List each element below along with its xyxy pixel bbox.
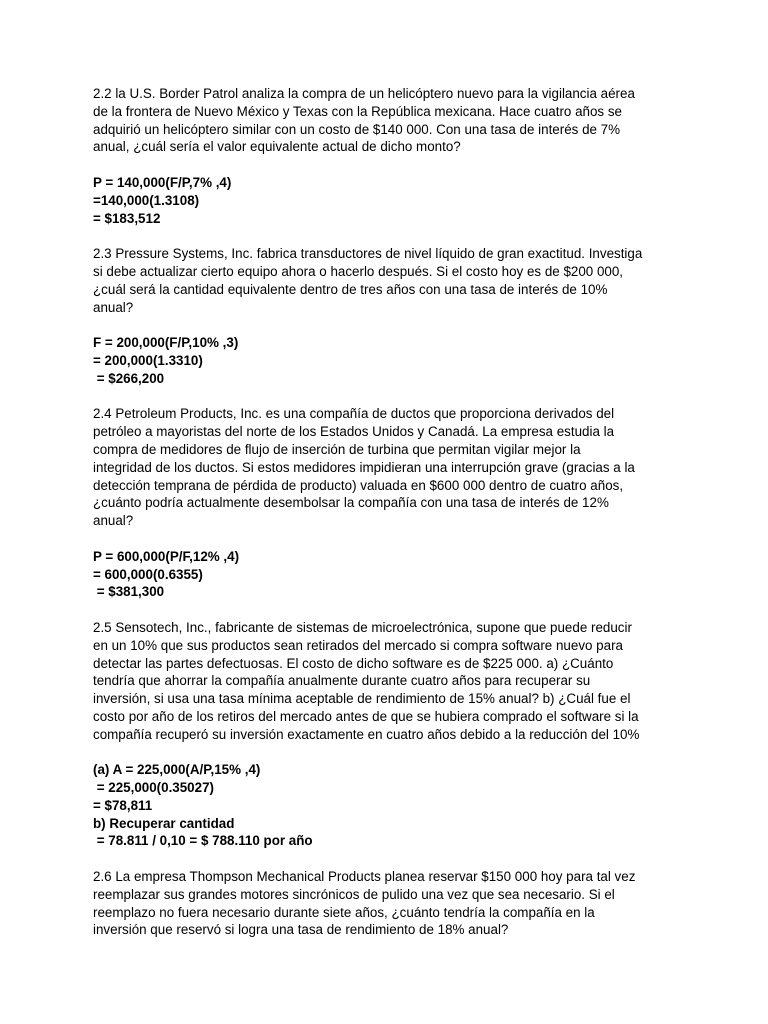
text-line: petróleo a mayoristas del norte de los Estados Unidos y Canadá. La empresa estudia la: [93, 424, 615, 440]
text-line: compañía recuperó su inversión exactamente en cuatro años debido a la reducción del 10%: [93, 726, 640, 742]
text-line: si debe actualizar cierto equipo ahora o hacerlo después. Si el costo hoy es de $200 000,: [93, 263, 624, 279]
text-line: en un 10% que sus productos sean retirados del mercado si compra software nuevo para: [93, 637, 623, 653]
problem-2-2-statement: [93, 85, 693, 156]
solution-line: = 225,000(0.35027): [93, 780, 214, 796]
text-line: tendría que ahorrar la compañía anualmente durante cuatro años para recuperar su: [93, 673, 591, 689]
problem-2-6-statement: [93, 868, 693, 939]
solution-line: P = 600,000(P/F,12% ,4): [93, 548, 240, 564]
text-line: detectar las partes defectuosas. El costo de dicho software es de $225 000. a) ¿Cuánto: [93, 655, 614, 671]
text-line: adquirió un helicóptero similar con un costo de $140 000. Con una tasa de interés de 7%: [93, 121, 621, 137]
solution-line: = 200,000(1.3310): [93, 352, 203, 368]
text-line: reemplazo no fuera necesario durante siete años, ¿cuánto tendría la compañía en la: [93, 904, 595, 920]
text-line: 2.2 la U.S. Border Patrol analiza la compra de un helicóptero nuevo para la vigilancia aérea: [93, 86, 635, 101]
text-line: inversión, si usa una tasa mínima aceptable de rendimiento de 15% anual? b) ¿Cuál fue el: [93, 691, 631, 707]
text-line: reemplazar sus grandes motores sincrónicos de pulido una vez que sea necesario. Si el: [93, 886, 615, 902]
solution-line: P = 140,000(F/P,7% ,4): [93, 174, 232, 190]
solution-line: = $266,200: [93, 370, 165, 386]
text-line: ¿cuál será la cantidad equivalente dentro de tres años con una tasa de interés de 10%: [93, 281, 608, 297]
text-line: compra de medidores de flujo de inserción de turbina que permitan vigilar mejor la: [93, 441, 581, 457]
text-line: costo por año de los retiros del mercado antes de que se hubiera comprado el software si la: [93, 708, 639, 724]
text-line: 2.4 Petroleum Products, Inc. es una compañía de ductos que proporciona derivados del: [93, 406, 615, 422]
problem-2-3-statement: [93, 245, 693, 316]
solution-line: = 600,000(0.6355): [93, 566, 203, 582]
text-line: ¿cuánto podría actualmente desembolsar la compañía con una tasa de interés de 12%: [93, 495, 609, 511]
text-line: detección temprana de pérdida de producto) valuada en $600 000 dentro de cuatro años,: [93, 477, 624, 493]
solution-line: = 78.811 / 0,10 = $ 788.110 por año: [93, 833, 313, 849]
text-line: integridad de los ductos. Si estos medidores impidieran una interrupción grave (gracias a la: [93, 459, 635, 475]
solution-line: = $78,811: [93, 797, 153, 813]
solution-line: b) Recuperar cantidad: [93, 815, 235, 831]
solution-line: =140,000(1.3108): [93, 192, 200, 208]
text-line: 2.5 Sensotech, Inc., fabricante de sistemas de microelectrónica, supone que puede reducir: [93, 619, 632, 635]
text-line: inversión que reservó si logra una tasa de rendimiento de 18% anual?: [93, 922, 509, 938]
text-line: anual?: [93, 299, 134, 315]
solution-line: (a) A = 225,000(A/P,15% ,4): [93, 762, 261, 778]
text-line: anual, ¿cuál sería el valor equivalente actual de dicho monto?: [93, 139, 461, 155]
text-line: de la frontera de Nuevo México y Texas con la República mexicana. Hace cuatro años se: [93, 103, 622, 119]
problem-2-5-statement: [93, 619, 693, 744]
problem-2-3-solution: [93, 334, 693, 387]
text-line: 2.3 Pressure Systems, Inc. fabrica transductores de nivel líquido de gran exactitud. Investiga: [93, 246, 643, 262]
problem-2-2-solution: [93, 174, 693, 227]
problem-2-5-solution: [93, 761, 693, 850]
solution-line: = $381,300: [93, 584, 165, 600]
problem-2-4-solution: [93, 548, 693, 601]
solution-line: F = 200,000(F/P,10% ,3): [93, 335, 239, 351]
text-line: 2.6 La empresa Thompson Mechanical Products planea reservar $150 000 hoy para tal vez: [93, 869, 636, 885]
text-line: anual?: [93, 513, 134, 529]
solution-line: = $183,512: [93, 210, 161, 226]
document-page: [93, 85, 693, 957]
problem-2-4-statement: [93, 405, 693, 530]
